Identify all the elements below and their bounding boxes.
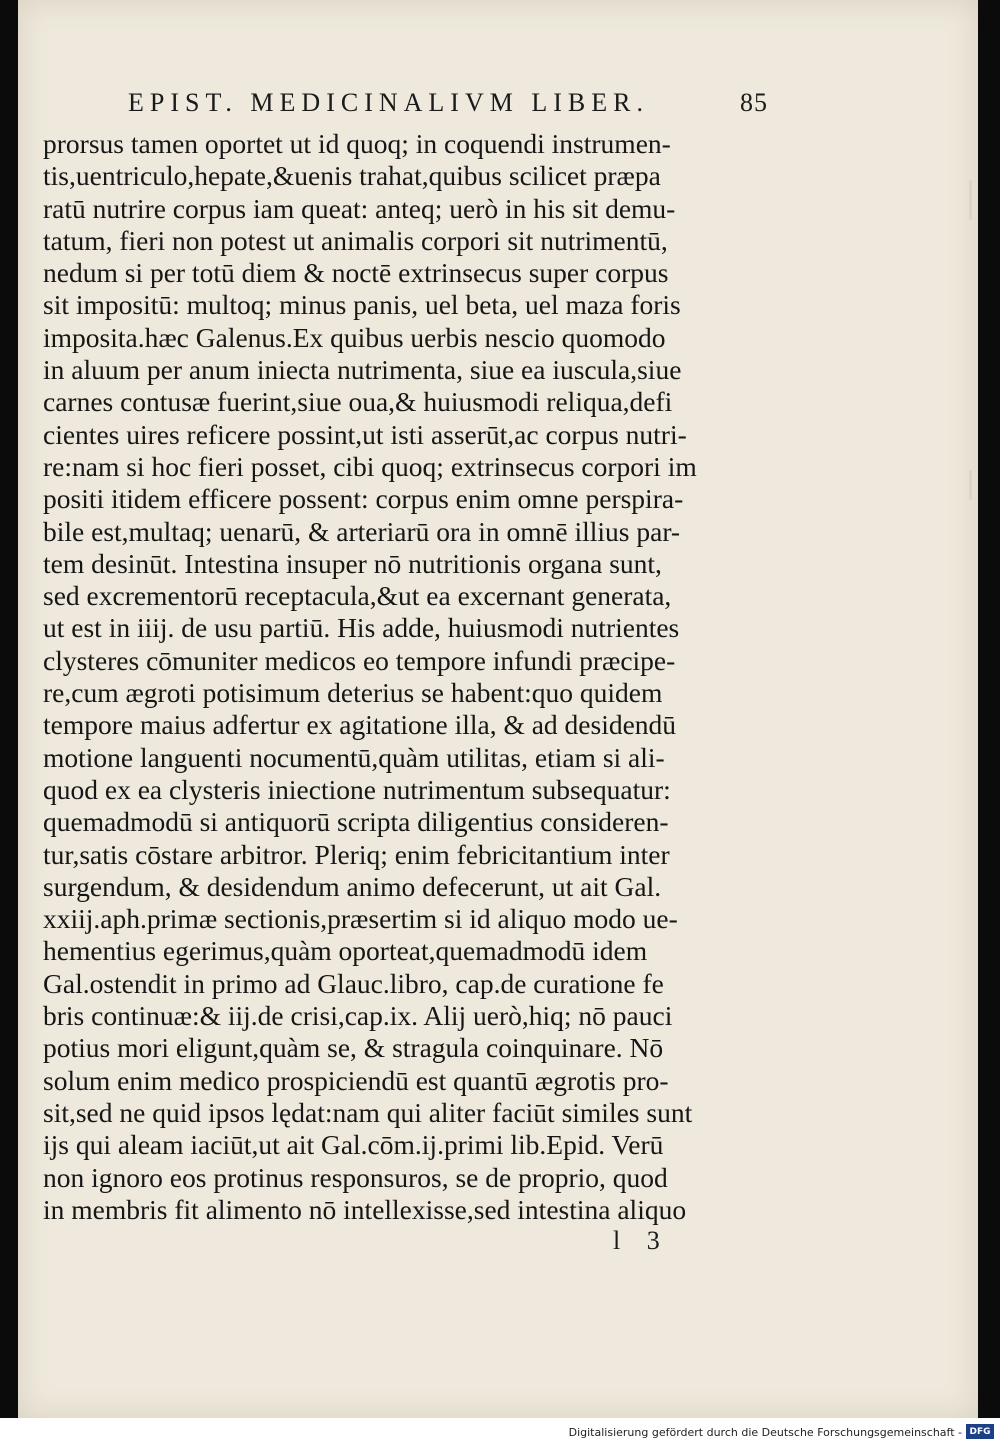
text-line: Gal.ostendit in primo ad Glauc.libro, cap.de curatione fe: [43, 967, 664, 999]
text-line: in membris fit alimento nō intellexisse,sed intestina aliquo: [43, 1193, 687, 1225]
text-line: cientes uires reficere possint,ut isti asserūt,ac corpus nutri-: [43, 418, 687, 450]
text-line: sit,sed ne quid ipsos lędat:nam qui aliter faciūt similes sunt: [43, 1096, 693, 1128]
text-line: potius mori eligunt,quàm se, & stragula coinquinare. Nō: [43, 1032, 664, 1064]
text-line: xxiij.aph.primæ sectionis,præsertim si id aliquo modo ue-: [43, 903, 678, 935]
text-line: surgendum, & desidendum animo defecerunt, ut ait Gal.: [43, 870, 662, 902]
text-line: in aluum per anum iniecta nutrimenta, siue ea iuscula,siue: [43, 354, 682, 386]
text-line: sit impositū: multoq; minus panis, uel beta, uel maza foris: [43, 289, 681, 321]
text-line: quod ex ea clysteris iniectione nutrimentum subsequatur:: [43, 773, 671, 805]
page-number: 85: [740, 88, 768, 117]
text-line: ijs qui aleam iaciūt,ut ait Gal.cōm.ij.primi lib.Epid. Verū: [43, 1129, 664, 1161]
page-edge-mark: [969, 470, 972, 500]
text-line: re:nam si hoc fieri posset, cibi quoq; extrinsecus corpori im: [43, 450, 697, 482]
text-line: prorsus tamen oportet ut id quoq; in coquendi instrumen-: [43, 128, 671, 159]
text-line: positi itidem efficere possent: corpus enim omne perspira-: [43, 483, 684, 515]
text-line: imposita.hæc Galenus.Ex quibus uerbis nescio quomodo: [43, 321, 666, 353]
text-line: non ignoro eos protinus responsuros, se de proprio, quod: [43, 1161, 668, 1193]
page-edge-mark: [969, 180, 972, 220]
text-line: tatum, fieri non potest ut animalis corpori sit nutrimentū,: [43, 224, 668, 256]
text-line: re,cum ægroti potisimum deterius se habent:quo quidem: [43, 677, 663, 709]
body-text: [43, 128, 763, 1226]
text-line: ut est in iiij. de usu partiū. His adde, huiusmodi nutrientes: [43, 612, 680, 644]
text-line: nedum si per totū diem & noctē extrinsecus super corpus: [43, 257, 669, 289]
funding-credit: Digitalisierung gefördert durch die Deutsche Forschungsgemeinschaft -: [568, 1426, 962, 1439]
signature-mark: l 3: [613, 1226, 670, 1255]
text-line: clysteres cōmuniter medicos eo tempore infundi præcipe-: [43, 644, 676, 676]
text-line: carnes contusæ fuerint,siue oua,& huiusmodi reliqua,defi: [43, 386, 673, 418]
dfg-logo: DFG: [966, 1424, 994, 1439]
text-line: tem desinūt. Intestina insuper nō nutritionis organa sunt,: [43, 547, 662, 579]
book-page: [18, 0, 978, 1418]
text-line: hementius egerimus,quàm oporteat,quemadmodū idem: [43, 935, 648, 967]
text-line: quemadmodū si antiquorū scripta diligentius consideren-: [43, 806, 669, 838]
digitization-footer: [0, 1418, 1000, 1447]
text-line: bris continuæ:& iij.de crisi,cap.ix. Alij uerò,hiq; nō pauci: [43, 1000, 673, 1032]
text-line: tempore maius adfertur ex agitatione illa, & ad desidendū: [43, 709, 677, 741]
text-line: motione languenti nocumentū,quàm utilitas, etiam si ali-: [43, 741, 665, 773]
text-line: tur,satis cōstare arbitror. Pleriq; enim febricitantium inter: [43, 838, 670, 870]
text-line: tis,uentriculo,hepate,&uenis trahat,quibus scilicet præpa: [43, 160, 661, 192]
running-head: [128, 88, 768, 118]
text-line: sed excrementorū receptacula,&ut ea excernant generata,: [43, 580, 672, 612]
text-line: ratū nutrire corpus iam queat: anteq; uerò in his sit demu-: [43, 192, 676, 224]
text-line: solum enim medico prospiciendū est quantū ægrotis pro-: [43, 1064, 669, 1096]
text-line: bile est,multaq; uenarū, & arteriarū ora in omnē illius par-: [43, 515, 681, 547]
running-title: EPIST. MEDICINALIVM LIBER.: [128, 88, 649, 117]
